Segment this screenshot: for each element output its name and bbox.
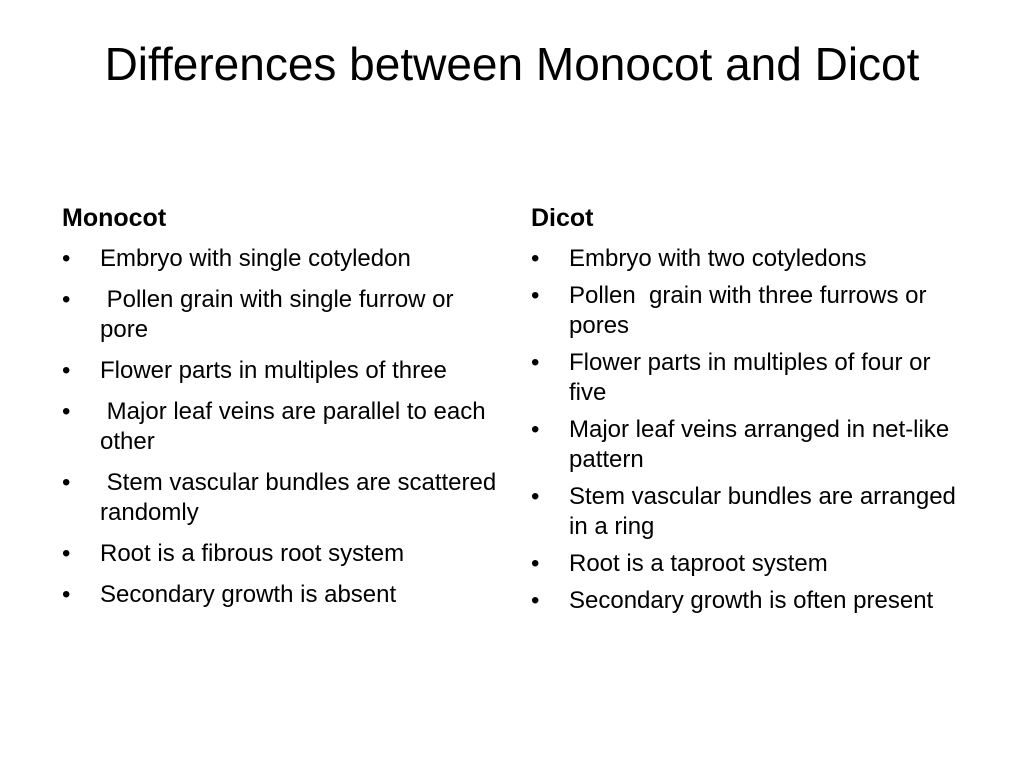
monocot-list	[62, 244, 510, 610]
slide-title: Differences between Monocot and Dicot	[104, 38, 920, 90]
bullet-icon: •	[62, 469, 71, 496]
list-item-text: Flower parts in multiples of three	[100, 357, 447, 384]
list-item-text: Secondary growth is often present	[569, 587, 934, 614]
bullet-icon: •	[531, 483, 540, 510]
bullet-icon: •	[531, 550, 540, 577]
list-item	[62, 397, 502, 457]
bullet-icon: •	[62, 398, 71, 425]
bullet-icon: •	[531, 349, 540, 376]
list-item	[531, 586, 971, 616]
list-item	[531, 415, 971, 475]
list-item	[62, 244, 502, 274]
list-item	[531, 482, 971, 542]
bullet-icon: •	[62, 581, 71, 608]
dicot-list	[531, 244, 971, 616]
list-item	[62, 580, 502, 610]
bullet-icon: •	[62, 245, 71, 272]
list-item-text: Root is a fibrous root system	[100, 540, 405, 567]
monocot-column	[62, 200, 510, 621]
bullet-icon: •	[62, 357, 71, 384]
list-item-text: Major leaf veins arranged in net-like pattern	[569, 416, 956, 473]
bullet-icon: •	[62, 286, 71, 313]
bullet-icon: •	[531, 416, 540, 443]
bullet-icon: •	[531, 245, 540, 272]
list-item-text: Pollen grain with single furrow or pore	[100, 286, 461, 343]
list-item-text: Pollen grain with three furrows or pores	[569, 282, 934, 339]
list-item-text: Flower parts in multiples of four or five	[569, 349, 938, 406]
bullet-icon: •	[62, 540, 71, 567]
list-item-text: Major leaf veins are parallel to each other	[100, 398, 493, 455]
list-item	[62, 468, 510, 528]
list-item-text: Embryo with two cotyledons	[569, 245, 867, 272]
list-item-text: Embryo with single cotyledon	[100, 245, 411, 272]
list-item	[531, 281, 971, 341]
list-item	[62, 285, 502, 345]
list-item	[531, 244, 971, 274]
list-item-text: Root is a taproot system	[569, 550, 828, 577]
list-item	[62, 356, 502, 386]
dicot-heading: Dicot	[531, 204, 594, 232]
list-item-text: Stem vascular bundles are arranged in a ring	[569, 483, 963, 540]
bullet-icon: •	[531, 282, 540, 309]
list-item-text: Stem vascular bundles are scattered randomly	[100, 469, 510, 526]
list-item	[62, 539, 502, 569]
bullet-icon: •	[531, 587, 540, 614]
list-item	[531, 549, 971, 579]
dicot-column	[531, 200, 971, 623]
list-item-text: Secondary growth is absent	[100, 581, 397, 608]
list-item	[531, 348, 971, 408]
monocot-heading: Monocot	[62, 204, 167, 232]
